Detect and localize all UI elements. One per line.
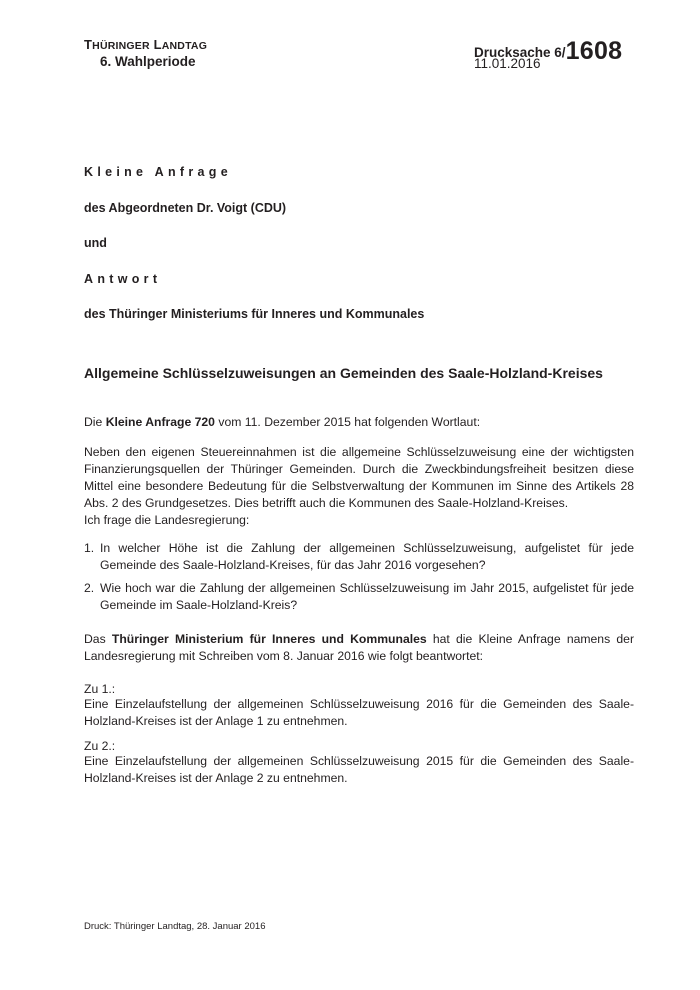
question-number: 2.: [84, 581, 95, 595]
question-text: In welcher Höhe ist die Zahlung der allgemeinen Schlüsselzuweisung, aufgelistet für jede Gemeinde des Saale-Holzland-Kreises, für das Jahr 2016 vorgesehen?: [100, 541, 634, 572]
question-number: 1.: [84, 541, 95, 555]
answer-intro: Das Thüringer Ministerium für Inneres und Kommunales hat die Kleine Anfrage namens der Landesregierung mit Schreiben vom 8. Januar 2016 wie folgt beantwortet:: [84, 632, 634, 663]
ministry-line: des Thüringer Ministeriums für Inneres und Kommunales: [84, 307, 425, 321]
answer-1-text: Eine Einzelaufstellung der allgemeinen Schlüsselzuweisung 2016 für die Gemeinden des Saale-Holzland-Kreises ist der Anlage 1 zu entnehmen.: [84, 697, 634, 728]
question-2: [84, 580, 636, 616]
document-number-label: Drucksache 6/: [474, 45, 566, 60]
body-paragraph: Neben den eigenen Steuereinnahmen ist die allgemeine Schlüsselzuweisung eine der wichtigsten Finanzierungsquellen der Thüringer Gemeinden. Durch die Zweckbindungsfreiheit besitzen diese Mittel eine besondere Bedeutung für die Selbstverwaltung der Kommunen im Sinne des Artikels 28 Abs. 2 des Grundgesetzes. Dies betrifft auch die Kommunen des Saale-Holzland-Kreises.: [84, 445, 634, 510]
question-intro: Ich frage die Landesregierung:: [84, 513, 250, 527]
answer-2-label: Zu 2.:: [84, 739, 116, 753]
parliament-name: THÜRINGER LANDTAG: [84, 37, 208, 52]
answer-1-label: Zu 1.:: [84, 682, 116, 696]
antwort-heading: Antwort: [84, 272, 162, 286]
answer-2-text: Eine Einzelaufstellung der allgemeinen Schlüsselzuweisung 2015 für die Gemeinden des Saale-Holzland-Kreises ist der Anlage 2 zu entnehmen.: [84, 754, 634, 785]
kleine-anfrage-heading: Kleine Anfrage: [84, 165, 232, 179]
subject-title: Allgemeine Schlüsselzuweisungen an Gemeinden des Saale-Holzland-Kreises: [84, 365, 603, 381]
print-footer: Druck: Thüringer Landtag, 28. Januar 2016: [84, 921, 266, 932]
und-line: und: [84, 236, 107, 250]
member-line: des Abgeordneten Dr. Voigt (CDU): [84, 201, 287, 215]
question-text: Wie hoch war die Zahlung der allgemeinen Schlüsselzuweisung im Jahr 2015, aufgelistet für jede Gemeinde im Saale-Holzland-Kreis?: [100, 581, 634, 612]
document-number-value: 1608: [565, 37, 623, 65]
legislative-period: 6. Wahlperiode: [100, 54, 196, 69]
wortlaut-line: Die Kleine Anfrage 720 vom 11. Dezember 2015 hat folgenden Wortlaut:: [84, 415, 481, 429]
question-1: [84, 540, 636, 576]
document-date: 11.01.2016: [474, 56, 541, 71]
